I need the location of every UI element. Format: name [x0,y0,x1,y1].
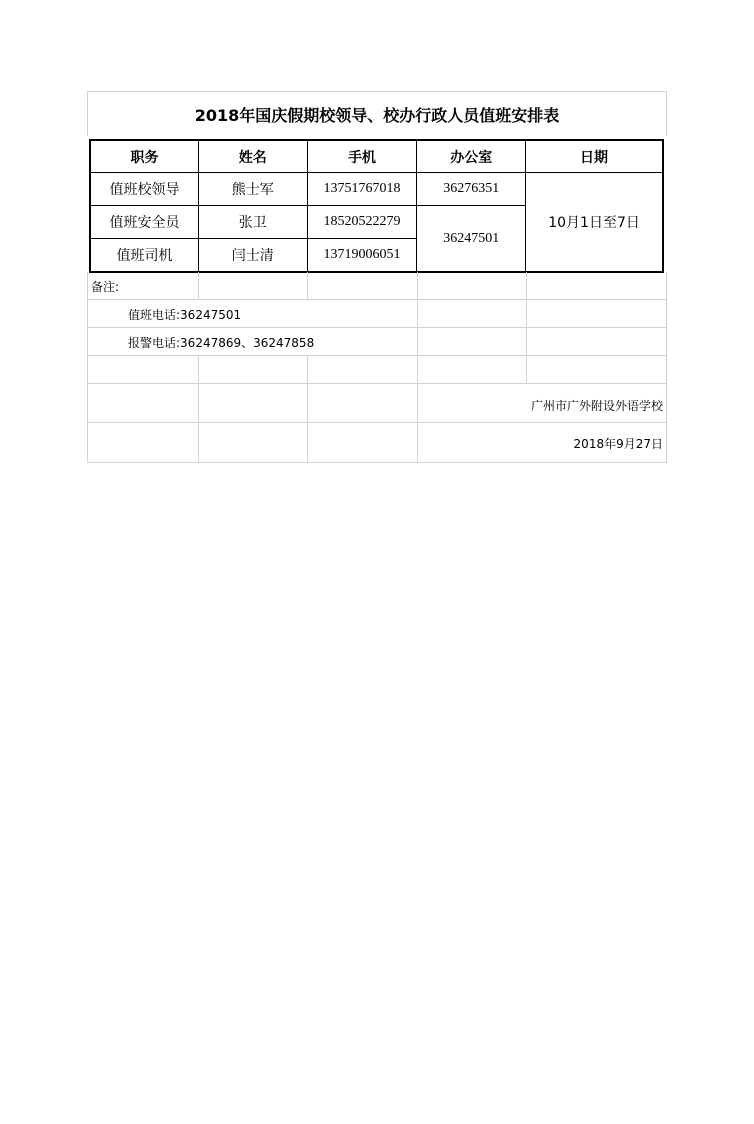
name-cell: 闫士清 [199,239,308,273]
office-cell: 36276351 [417,173,526,206]
duty-phone-note: 值班电话:36247501 [128,308,242,322]
notes-grid [87,272,667,463]
phone-cell: 13751767018 [307,173,417,206]
page-title: 2018年国庆假期校领导、校办行政人员值班安排表 [87,91,667,136]
header-cell-name: 姓名 [199,140,308,173]
header-cell-date: 日期 [526,140,663,173]
office-cell-merged: 36247501 [417,206,526,273]
phone-cell: 18520522279 [307,206,417,239]
table-header-row [90,140,663,173]
notes-label: 备注: [91,280,120,294]
header-cell-office: 办公室 [417,140,526,173]
table-row [90,173,663,206]
phone-cell: 13719006051 [307,239,417,273]
name-cell: 张卫 [199,206,308,239]
name-cell: 熊士军 [199,173,308,206]
alarm-phone-note: 报警电话:36247869、36247858 [128,336,315,350]
issue-date: 2018年9月27日 [573,437,663,451]
duty-table [89,139,664,273]
header-cell-role: 职务 [90,140,199,173]
header-cell-phone: 手机 [307,140,417,173]
date-cell: 10月1日至7日 [526,173,663,273]
role-cell: 值班安全员 [90,206,199,239]
role-cell: 值班校领导 [90,173,199,206]
school-name: 广州市广外附设外语学校 [530,399,663,413]
role-cell: 值班司机 [90,239,199,273]
